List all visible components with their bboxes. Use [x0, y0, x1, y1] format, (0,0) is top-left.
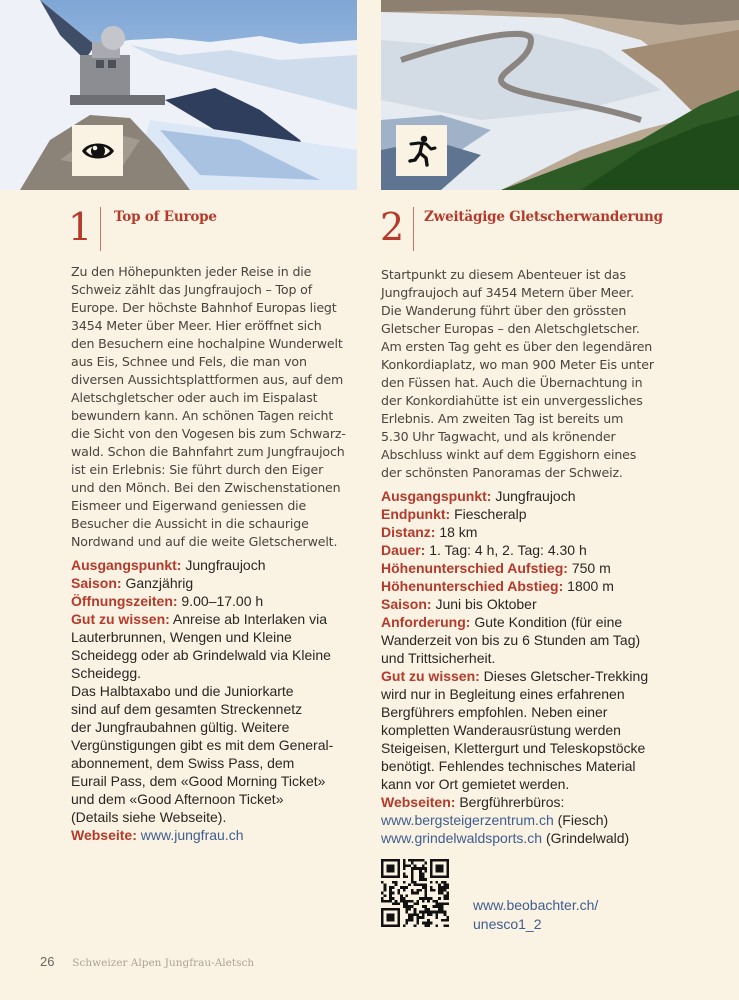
fact-item [71, 826, 361, 844]
fact-item [381, 487, 671, 505]
fact-value: 18 km [435, 524, 478, 540]
qr-link[interactable] [473, 896, 598, 934]
intro-line: Eismeer und Eigerwand geniessen die [71, 498, 307, 513]
fact-value: und Trittsicherheit. [381, 650, 496, 666]
fact-label: Webseiten: [381, 794, 456, 810]
fact-label: Ausgangspunkt: [71, 557, 182, 573]
fact-continuation [71, 628, 361, 646]
intro-line: Die Wanderung führt über den grössten [381, 303, 627, 318]
fact-item [71, 574, 361, 592]
hiking-badge [396, 125, 447, 176]
intro-line: Besucher die Aussicht in die schaurige [71, 516, 309, 531]
running-person-icon [407, 135, 437, 167]
article-title: Zweitägige Gletscherwanderung [424, 209, 663, 225]
fact-label: Höhenunterschied Aufstieg: [381, 560, 568, 576]
intro-line: wald. Schon die Bahnfahrt zum Jungfraujoch [71, 444, 345, 459]
fact-value: Gute Kondition (für eine [470, 614, 623, 630]
fact-continuation [381, 775, 671, 793]
intro-line: 5.30 Uhr Tagwacht, und als krönender [381, 429, 616, 444]
fact-value: Bergführers empfohlen. Neben einer [381, 704, 608, 720]
intro-line: der Konkordiahütte ist ein unvergessliches [381, 393, 643, 408]
fact-label: Saison: [71, 575, 122, 591]
fact-value: kann vor Ort gemietet werden. [381, 776, 570, 792]
fact-item [381, 541, 671, 559]
article-intro [381, 266, 671, 482]
fact-value: wird nur in Begleitung eines erfahrenen [381, 686, 625, 702]
fact-value: der Jungfraubahnen gültig. Weitere [71, 719, 290, 735]
fact-label: Gut zu wissen: [381, 668, 480, 684]
fact-value: Eurail Pass, dem «Good Morning Ticket» [71, 773, 326, 789]
sightseeing-badge [72, 125, 123, 176]
website-link[interactable]: www.jungfrau.ch [136, 827, 244, 843]
fact-value: und dem «Good Afternoon Ticket» [71, 791, 284, 807]
fact-item [381, 505, 671, 523]
fact-value: Jungfraujoch [491, 488, 576, 504]
fact-label: Distanz: [381, 524, 436, 540]
fact-value: Bergführerbüros: [455, 794, 565, 810]
qr-code[interactable] [381, 859, 449, 927]
intro-line: Aletschgletscher oder auch im Eispalast [71, 390, 318, 405]
fact-value: Ganzjährig [121, 575, 194, 591]
article-1-body [71, 263, 361, 844]
intro-line: die Sicht von den Vogesen bis zum Schwarz- [71, 426, 346, 441]
intro-line: den Füssen hat. Auch die Übernachtung in [381, 375, 643, 390]
fact-label: Öffnungszeiten: [71, 593, 178, 609]
fact-continuation [71, 772, 361, 790]
fact-item [381, 577, 671, 595]
fact-link-line [381, 829, 671, 847]
fact-value: Steigeisen, Klettergurt und Teleskopstöcke [381, 740, 646, 756]
page-number: 26 [40, 954, 55, 969]
page-footer [40, 954, 254, 969]
fact-value: Das Halbtaxabo und die Juniorkarte [71, 683, 294, 699]
fact-label: Endpunkt: [381, 506, 451, 522]
intro-line: Europe. Der höchste Bahnhof Europas liegt [71, 300, 337, 315]
fact-item [71, 556, 361, 574]
fact-continuation [381, 757, 671, 775]
website-link[interactable]: www.grindelwaldsports.ch [381, 830, 543, 846]
fact-item [381, 667, 671, 685]
fact-value: Vergünstigungen gibt es mit dem General- [71, 737, 334, 753]
qr-link-line[interactable]: unesco1_2 [473, 916, 542, 932]
publication-title: Schweizer Alpen Jungfrau-Aletsch [72, 957, 255, 969]
heading-divider [413, 207, 414, 251]
fact-value: sind auf dem gesamten Streckennetz [71, 701, 303, 717]
intro-line: den Besuchern eine hochalpine Wunderwelt [71, 336, 343, 351]
fact-label: Saison: [381, 596, 432, 612]
fact-value: 1. Tag: 4 h, 2. Tag: 4.30 h [425, 542, 587, 558]
intro-line: diversen Aussichtsplattformen aus, auf dem [71, 372, 344, 387]
intro-line: aus Eis, Schnee und Fels, die man von [71, 354, 307, 369]
fact-link-line [381, 811, 671, 829]
fact-item [381, 793, 671, 811]
fact-value: abonnement, dem Swiss Pass, dem [71, 755, 295, 771]
fact-continuation [71, 700, 361, 718]
photo-jungfraujoch [0, 0, 357, 190]
website-location: (Fiesch) [553, 812, 609, 828]
intro-line: Gletscher Europas – den Aletschgletscher. [381, 321, 640, 336]
fact-label: Gut zu wissen: [71, 611, 170, 627]
intro-line: der schönsten Panoramas der Schweiz. [381, 465, 623, 480]
fact-continuation [71, 736, 361, 754]
intro-line: Jungfraujoch auf 3454 Metern über Meer. [381, 285, 634, 300]
fact-value: Scheidegg oder ab Grindelwald via Kleine [71, 647, 331, 663]
fact-item [381, 595, 671, 613]
article-2-body [381, 266, 671, 847]
fact-continuation [71, 790, 361, 808]
fact-item [71, 610, 361, 628]
fact-label: Anforderung: [381, 614, 471, 630]
fact-continuation [381, 685, 671, 703]
fact-value: Juni bis Oktober [431, 596, 537, 612]
fact-label: Ausgangspunkt: [381, 488, 492, 504]
intro-line: Startpunkt zu diesem Abenteuer ist das [381, 267, 626, 282]
fact-continuation [71, 682, 361, 700]
fact-item [381, 613, 671, 631]
fact-item [381, 559, 671, 577]
fact-continuation [71, 808, 361, 826]
fact-value: 1800 m [563, 578, 614, 594]
article-facts [71, 556, 361, 844]
fact-item [71, 592, 361, 610]
fact-item [381, 523, 671, 541]
intro-line: bewundern kann. An schönen Tagen reicht [71, 408, 334, 423]
intro-line: Am ersten Tag geht es über den legendären [381, 339, 653, 354]
intro-line: Konkordiaplatz, wo man 900 Meter Eis unter [381, 357, 654, 372]
fact-label: Webseite: [71, 827, 137, 843]
fact-label: Dauer: [381, 542, 426, 558]
fact-value: Jungfraujoch [181, 557, 266, 573]
qr-link-line[interactable]: www.beobachter.ch/ [473, 897, 599, 913]
intro-line: Abschluss winkt auf dem Eggishorn eines [381, 447, 637, 462]
intro-line: ist ein Erlebnis: Sie führt durch den Eiger [71, 462, 324, 477]
article-facts [381, 487, 671, 847]
fact-value: Wanderzeit von bis zu 6 Stunden am Tag) [381, 632, 641, 648]
intro-line: Schweiz zählt das Jungfraujoch – Top of [71, 282, 313, 297]
intro-line: Zu den Höhepunkten jeder Reise in die [71, 264, 312, 279]
fact-continuation [381, 703, 671, 721]
fact-continuation [381, 631, 671, 649]
fact-value: (Details siehe Webseite). [71, 809, 227, 825]
article-number: 2 [380, 205, 405, 249]
article-number: 1 [68, 205, 93, 249]
intro-line: und den Mönch. Bei den Zwischenstationen [71, 480, 341, 495]
article-title: Top of Europe [114, 209, 217, 225]
fact-value: Scheidegg. [71, 665, 142, 681]
fact-value: Lauterbrunnen, Wengen und Kleine [71, 629, 292, 645]
eye-icon [81, 140, 115, 162]
website-link[interactable]: www.bergsteigerzentrum.ch [381, 812, 554, 828]
intro-line: 3454 Meter über Meer. Hier eröffnet sich [71, 318, 322, 333]
fact-continuation [381, 739, 671, 757]
fact-value: kompletten Wanderausrüstung werden [381, 722, 621, 738]
article-intro [71, 263, 361, 551]
fact-continuation [71, 646, 361, 664]
intro-line: Erlebnis. Am zweiten Tag ist bereits um [381, 411, 624, 426]
fact-continuation [381, 649, 671, 667]
fact-continuation [71, 754, 361, 772]
fact-label: Höhenunterschied Abstieg: [381, 578, 564, 594]
fact-continuation [71, 664, 361, 682]
intro-line: Nordwand und auf die weite Gletscherwelt. [71, 534, 338, 549]
website-location: (Grindelwald) [542, 830, 630, 846]
fact-value: 9.00–17.00 h [177, 593, 264, 609]
fact-value: benötigt. Fehlendes technisches Material [381, 758, 636, 774]
heading-divider [100, 207, 101, 251]
fact-value: 750 m [567, 560, 611, 576]
fact-continuation [381, 721, 671, 739]
fact-value: Anreise ab Interlaken via [169, 611, 328, 627]
fact-value: Dieses Gletscher-Trekking [479, 668, 649, 684]
fact-value: Fiescheralp [450, 506, 527, 522]
fact-continuation [71, 718, 361, 736]
